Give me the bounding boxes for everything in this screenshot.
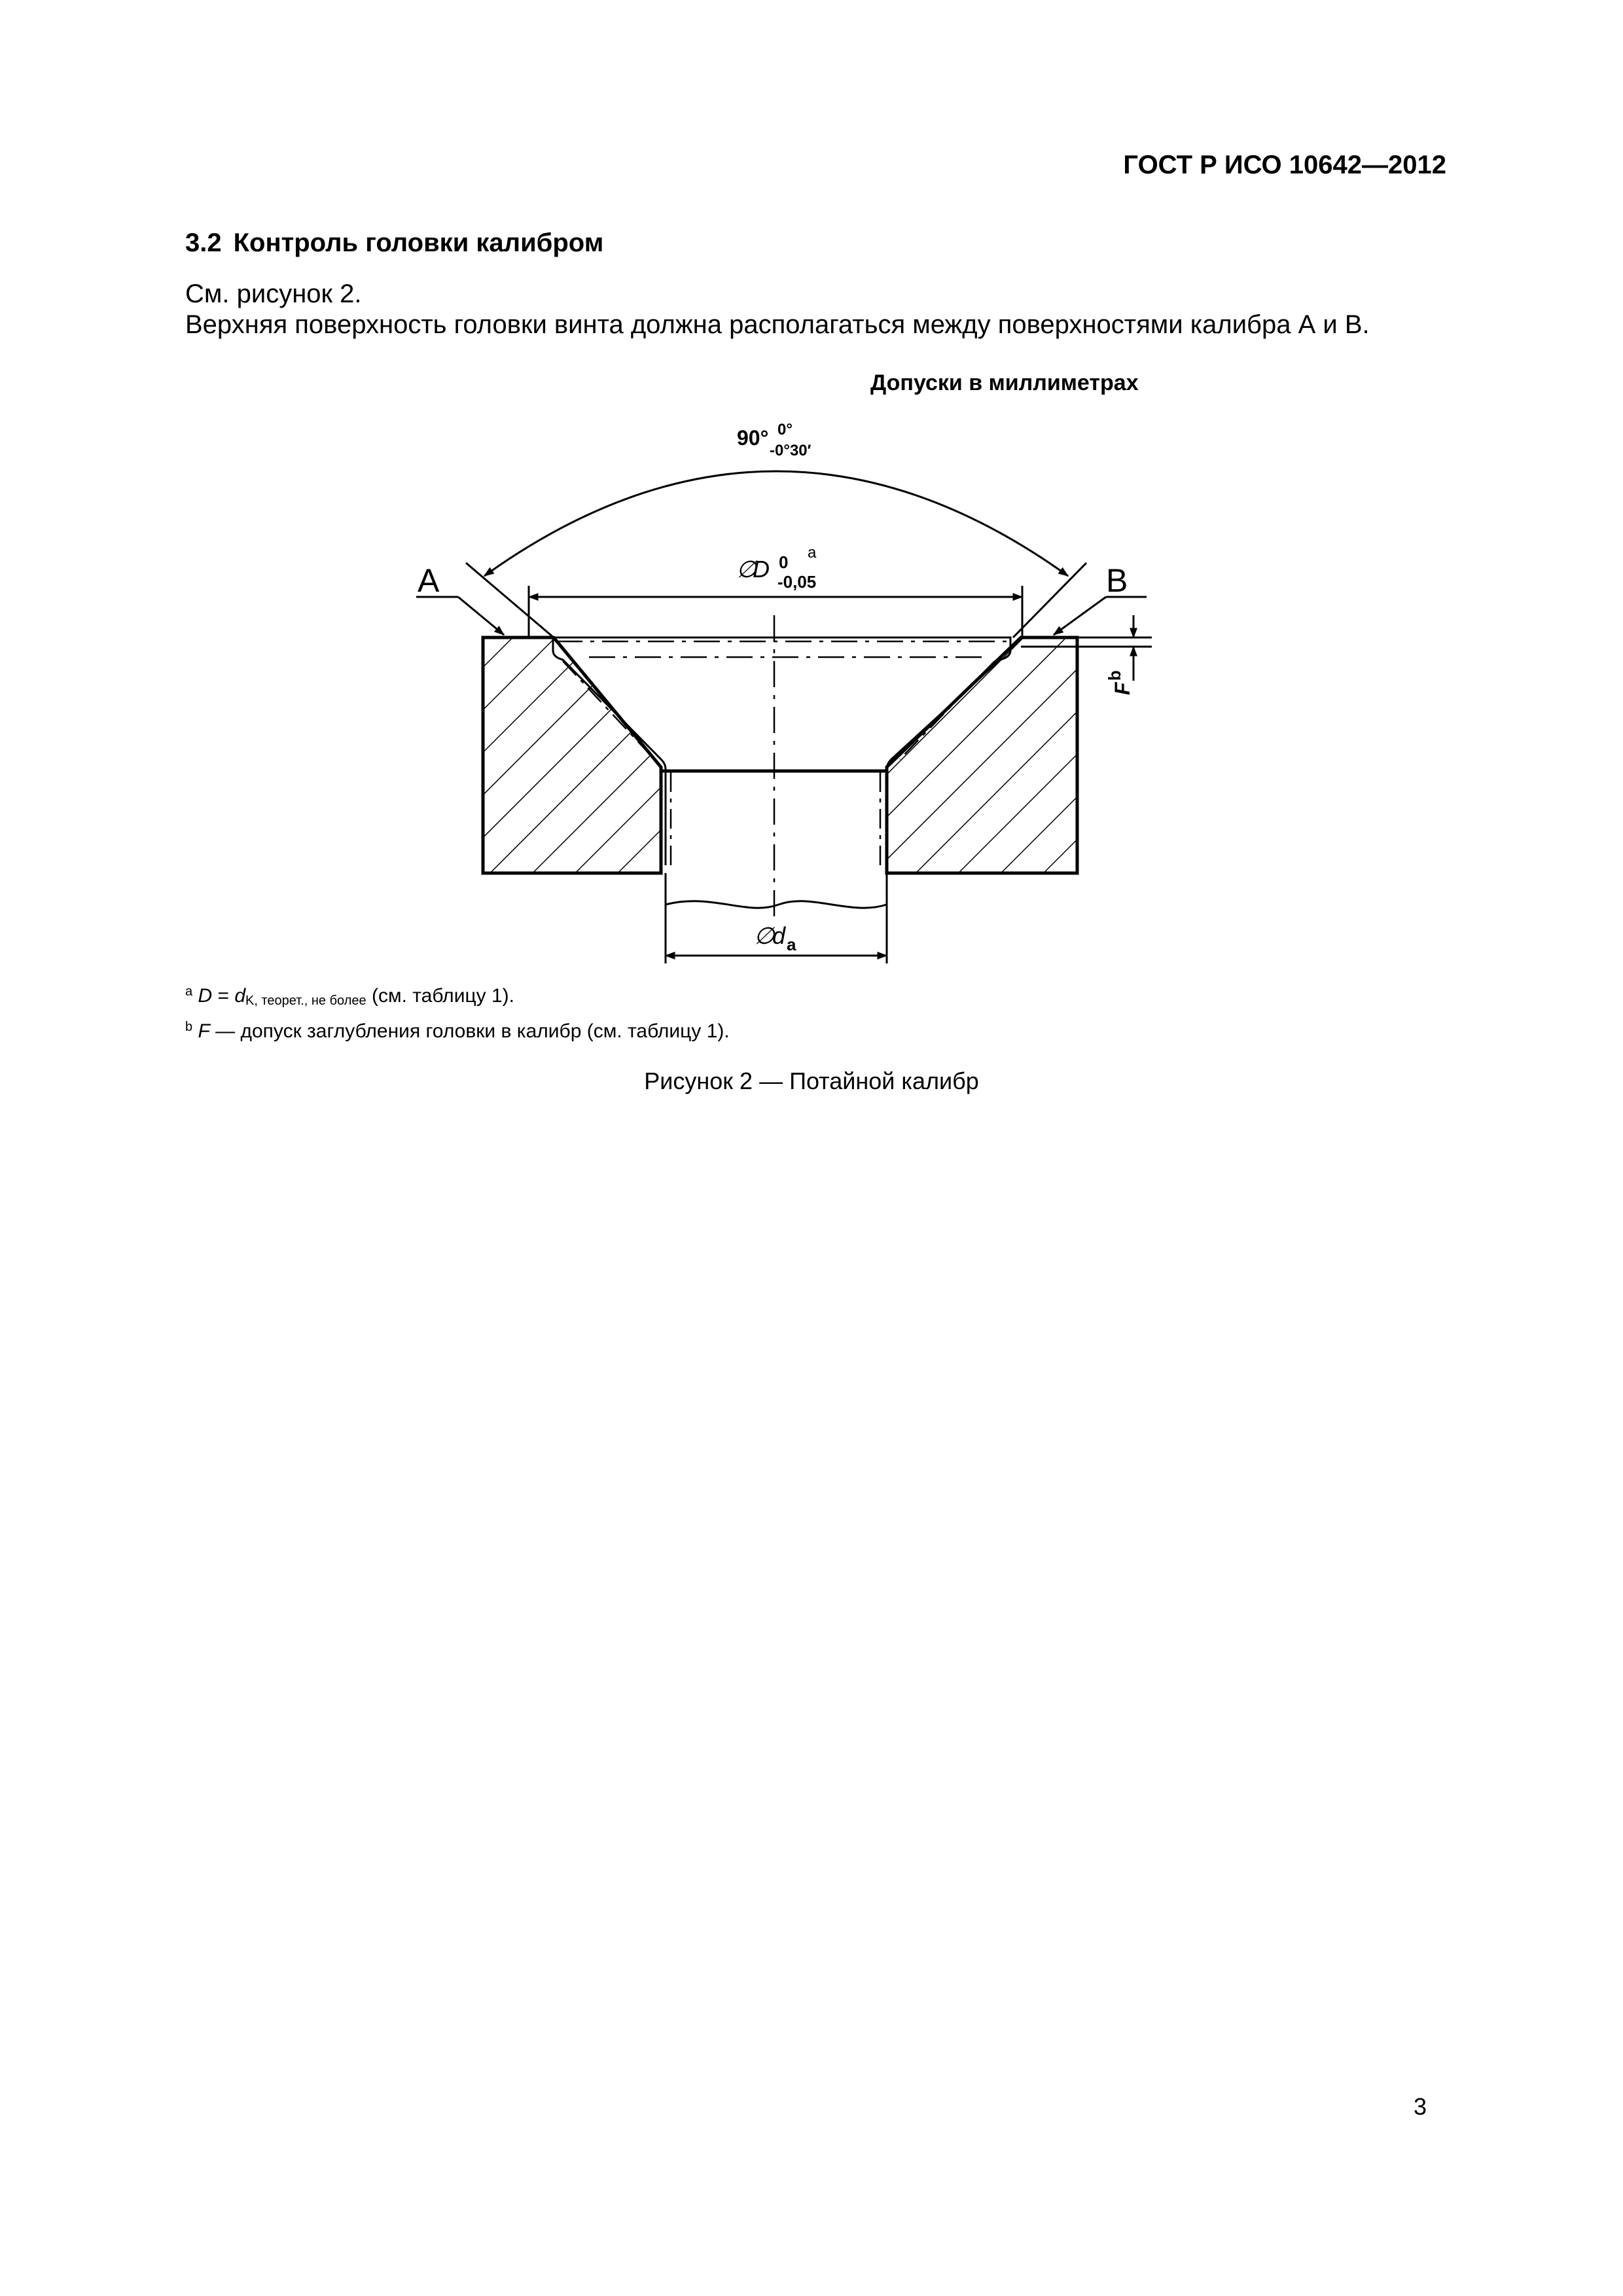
diameter-d-upper-tolerance: 0 <box>779 552 789 572</box>
angle-lower-tolerance: -0°30′ <box>770 442 812 459</box>
units-note: Допуски в миллиметрах <box>870 370 1139 395</box>
shank-break-line <box>666 901 887 908</box>
page-number: 3 <box>1414 2093 1427 2120</box>
diameter-d-lower-tolerance: -0,05 <box>777 572 817 592</box>
section-title: Контроль головки калибром <box>233 228 604 257</box>
diameter-symbol: ∅ <box>736 556 757 583</box>
angle-label <box>737 421 812 459</box>
diameter-d-note-ref: a <box>808 544 817 562</box>
footnote-a-symbol: D <box>198 985 213 1007</box>
diameter-da-label <box>754 922 796 954</box>
f-note-ref: b <box>1105 670 1124 681</box>
gauge-body-left-section <box>483 637 661 873</box>
gauge-body-right-section <box>887 637 1077 873</box>
paragraph-requirement: Верхняя поверхность головки винта должна располагаться между поверхностями калибра А и В. <box>185 310 1370 339</box>
footnote-a-text: (см. таблицу 1). <box>366 985 514 1007</box>
f-letter: F <box>1111 682 1134 695</box>
footnote-b <box>185 1014 730 1045</box>
diameter-da-symbol: ∅ <box>754 922 775 949</box>
footnote-a-marker: a <box>185 984 193 999</box>
footnote-b-marker: b <box>185 1020 193 1034</box>
label-b-leader <box>1054 597 1106 635</box>
surface-a-label: A <box>418 562 440 599</box>
left-cone-extension-line <box>466 563 554 637</box>
diameter-d-letter: D <box>753 556 770 583</box>
diameter-da-letter: d <box>772 922 786 949</box>
figure-caption: Рисунок 2 — Потайной калибр <box>644 1067 979 1094</box>
page-header-standard-id: ГОСТ Р ИСО 10642—2012 <box>1123 151 1446 179</box>
angle-dimension-arc <box>484 471 1068 576</box>
angle-value: 90° <box>737 426 769 450</box>
footnote-b-symbol: F <box>198 1020 210 1042</box>
footnote-a-equals: = <box>212 985 235 1007</box>
f-label <box>1105 670 1134 695</box>
right-cone-extension-line <box>1013 563 1086 637</box>
paragraph-figure-reference: См. рисунок 2. <box>185 279 362 308</box>
label-a-leader <box>458 597 504 635</box>
diameter-d-label <box>736 544 817 592</box>
footnote-a-subscript: K, теорет., не более <box>245 994 366 1008</box>
footnote-a-symbol-2: d <box>234 985 246 1007</box>
diameter-da-subscript: a <box>787 935 796 954</box>
angle-upper-tolerance: 0° <box>777 421 793 439</box>
footnote-b-text: — допуск заглубления головки в калибр (см. таблицу 1). <box>209 1020 730 1042</box>
footnote-a <box>185 978 730 1014</box>
figure-footnotes <box>185 978 730 1045</box>
countersink-gauge-figure <box>0 0 1623 982</box>
section-number: 3.2 <box>185 228 222 257</box>
surface-b-label: B <box>1106 562 1128 599</box>
